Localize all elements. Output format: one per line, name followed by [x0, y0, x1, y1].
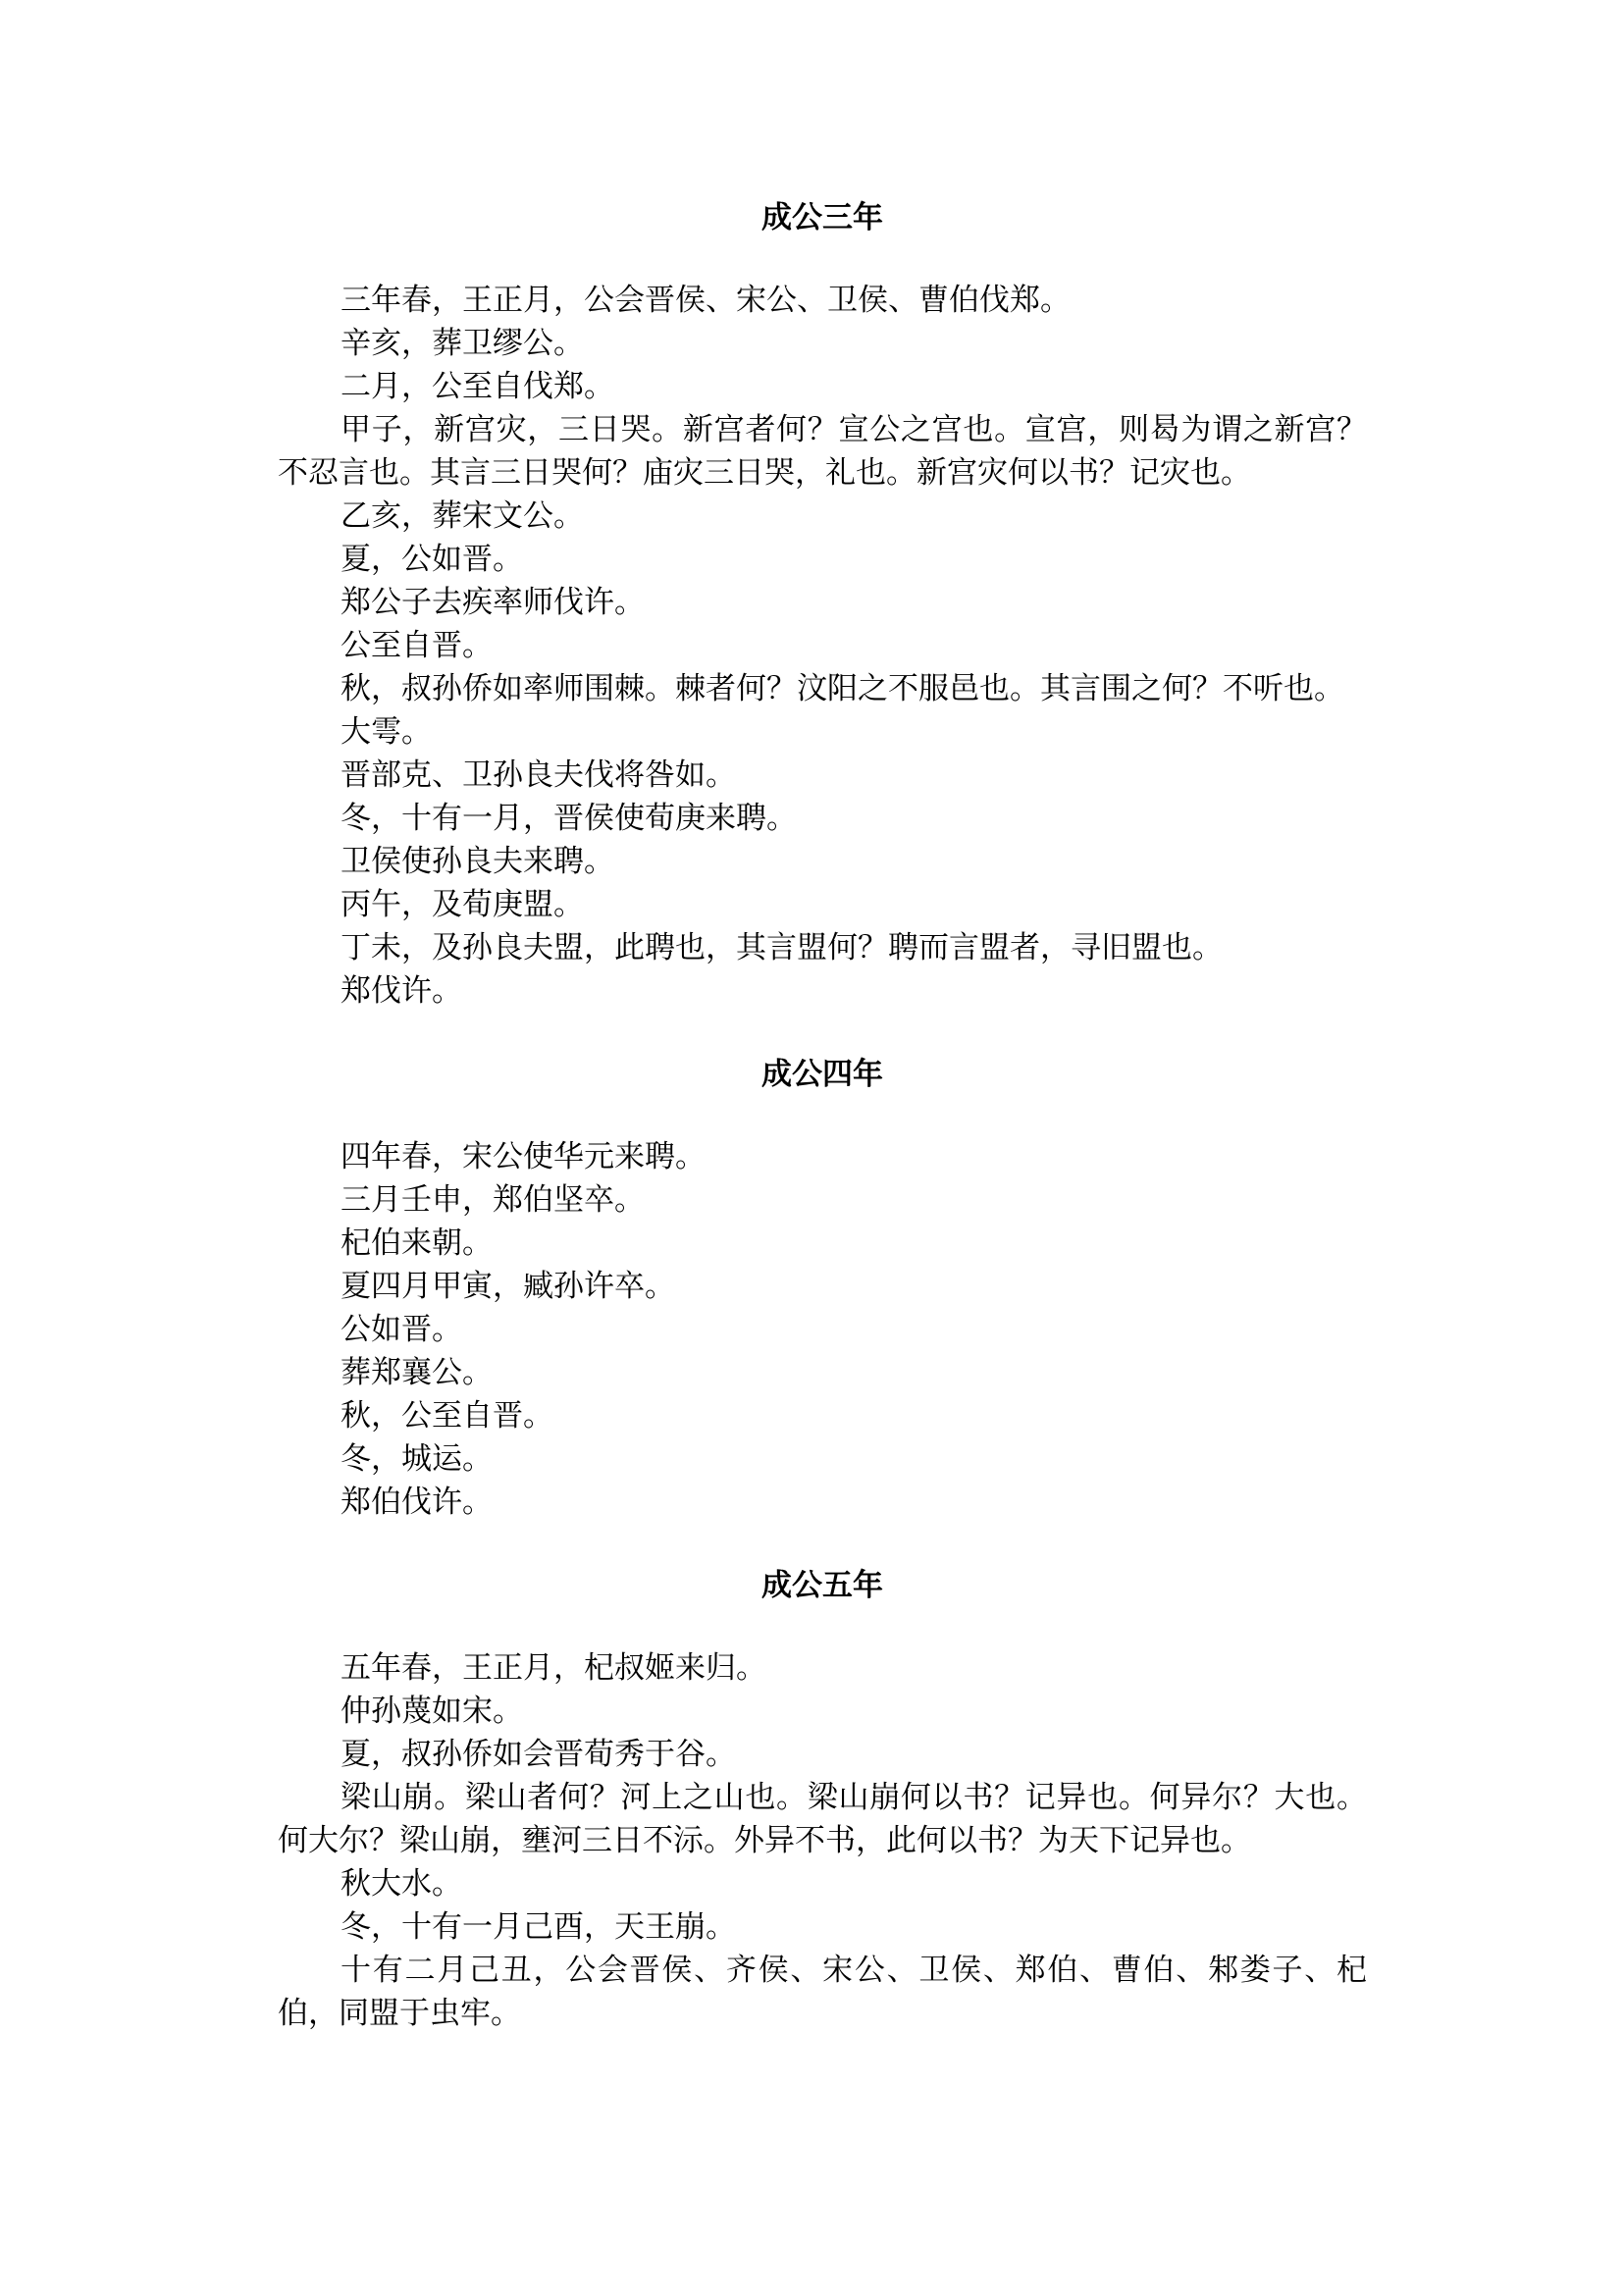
paragraph: 卫侯使孙良夫来聘。 [341, 844, 614, 879]
paragraph: 公至自晋。 [341, 628, 493, 663]
paragraph: 公如晋。 [341, 1312, 462, 1347]
paragraph: 郑伐许。 [341, 973, 462, 1009]
paragraph: 晋部克、卫孙良夫伐将咎如。 [341, 757, 736, 793]
paragraph: 葬郑襄公。 [341, 1355, 493, 1390]
paragraph: 仲孙蔑如宋。 [341, 1694, 523, 1729]
paragraph: 大雩。 [341, 714, 432, 750]
paragraph: 秋，叔孙侨如率师围棘。棘者何？汶阳之不服邑也。其言围之何？不听也。 [341, 671, 1344, 706]
chapter-cheng-4 [278, 1053, 1367, 1524]
paragraph: 夏，叔孙侨如会晋荀秀于谷。 [341, 1737, 736, 1772]
chapter-cheng-3 [278, 196, 1367, 1013]
document-page [278, 196, 1367, 2035]
paragraph: 秋大水。 [341, 1866, 462, 1902]
chapter-title: 成公三年 [761, 200, 883, 235]
paragraph: 五年春，王正月，杞叔姬来归。 [341, 1650, 766, 1686]
paragraph: 十有二月己丑，公会晋侯、齐侯、宋公、卫侯、郑伯、曹伯、邾娄子、杞伯，同盟于虫牢。 [278, 1953, 1367, 2031]
paragraph: 秋，公至自晋。 [341, 1398, 553, 1434]
paragraph: 丁未，及孙良夫盟，此聘也，其言盟何？聘而言盟者，寻旧盟也。 [341, 930, 1223, 965]
chapter-title: 成公四年 [761, 1057, 883, 1092]
paragraph: 夏，公如晋。 [341, 542, 523, 577]
paragraph: 甲子，新宫灾，三日哭。新宫者何？宣公之宫也。宣宫，则曷为谓之新宫？不忍言也。其言三日哭何？庙灾三日哭，礼也。新宫灾何以书？记灾也。 [278, 412, 1367, 491]
paragraph: 三年春，王正月，公会晋侯、宋公、卫侯、曹伯伐郑。 [341, 283, 1071, 318]
paragraph: 三月壬申，郑伯坚卒。 [341, 1182, 645, 1218]
paragraph: 乙亥，葬宋文公。 [341, 498, 584, 534]
paragraph: 夏四月甲寅，臧孙许卒。 [341, 1269, 675, 1304]
paragraph: 四年春，宋公使华元来聘。 [341, 1139, 706, 1174]
paragraph: 冬，城运。 [341, 1441, 493, 1477]
paragraph: 梁山崩。梁山者何？河上之山也。梁山崩何以书？记异也。何异尔？大也。何大尔？梁山崩，壅河三日不沶。外异不书，此何以书？为天下记异也。 [278, 1780, 1367, 1858]
chapter-title: 成公五年 [761, 1568, 883, 1603]
paragraph: 辛亥，葬卫缪公。 [341, 326, 584, 361]
paragraph: 郑伯伐许。 [341, 1485, 493, 1520]
chapter-cheng-5 [278, 1564, 1367, 2035]
paragraph: 二月，公至自伐郑。 [341, 369, 614, 404]
paragraph: 冬，十有一月，晋侯使荀庚来聘。 [341, 801, 797, 836]
paragraph: 郑公子去疾率师伐许。 [341, 585, 645, 620]
paragraph: 杞伯来朝。 [341, 1225, 493, 1261]
paragraph: 冬，十有一月己酉，天王崩。 [341, 1909, 736, 1945]
paragraph: 丙午，及荀庚盟。 [341, 887, 584, 922]
